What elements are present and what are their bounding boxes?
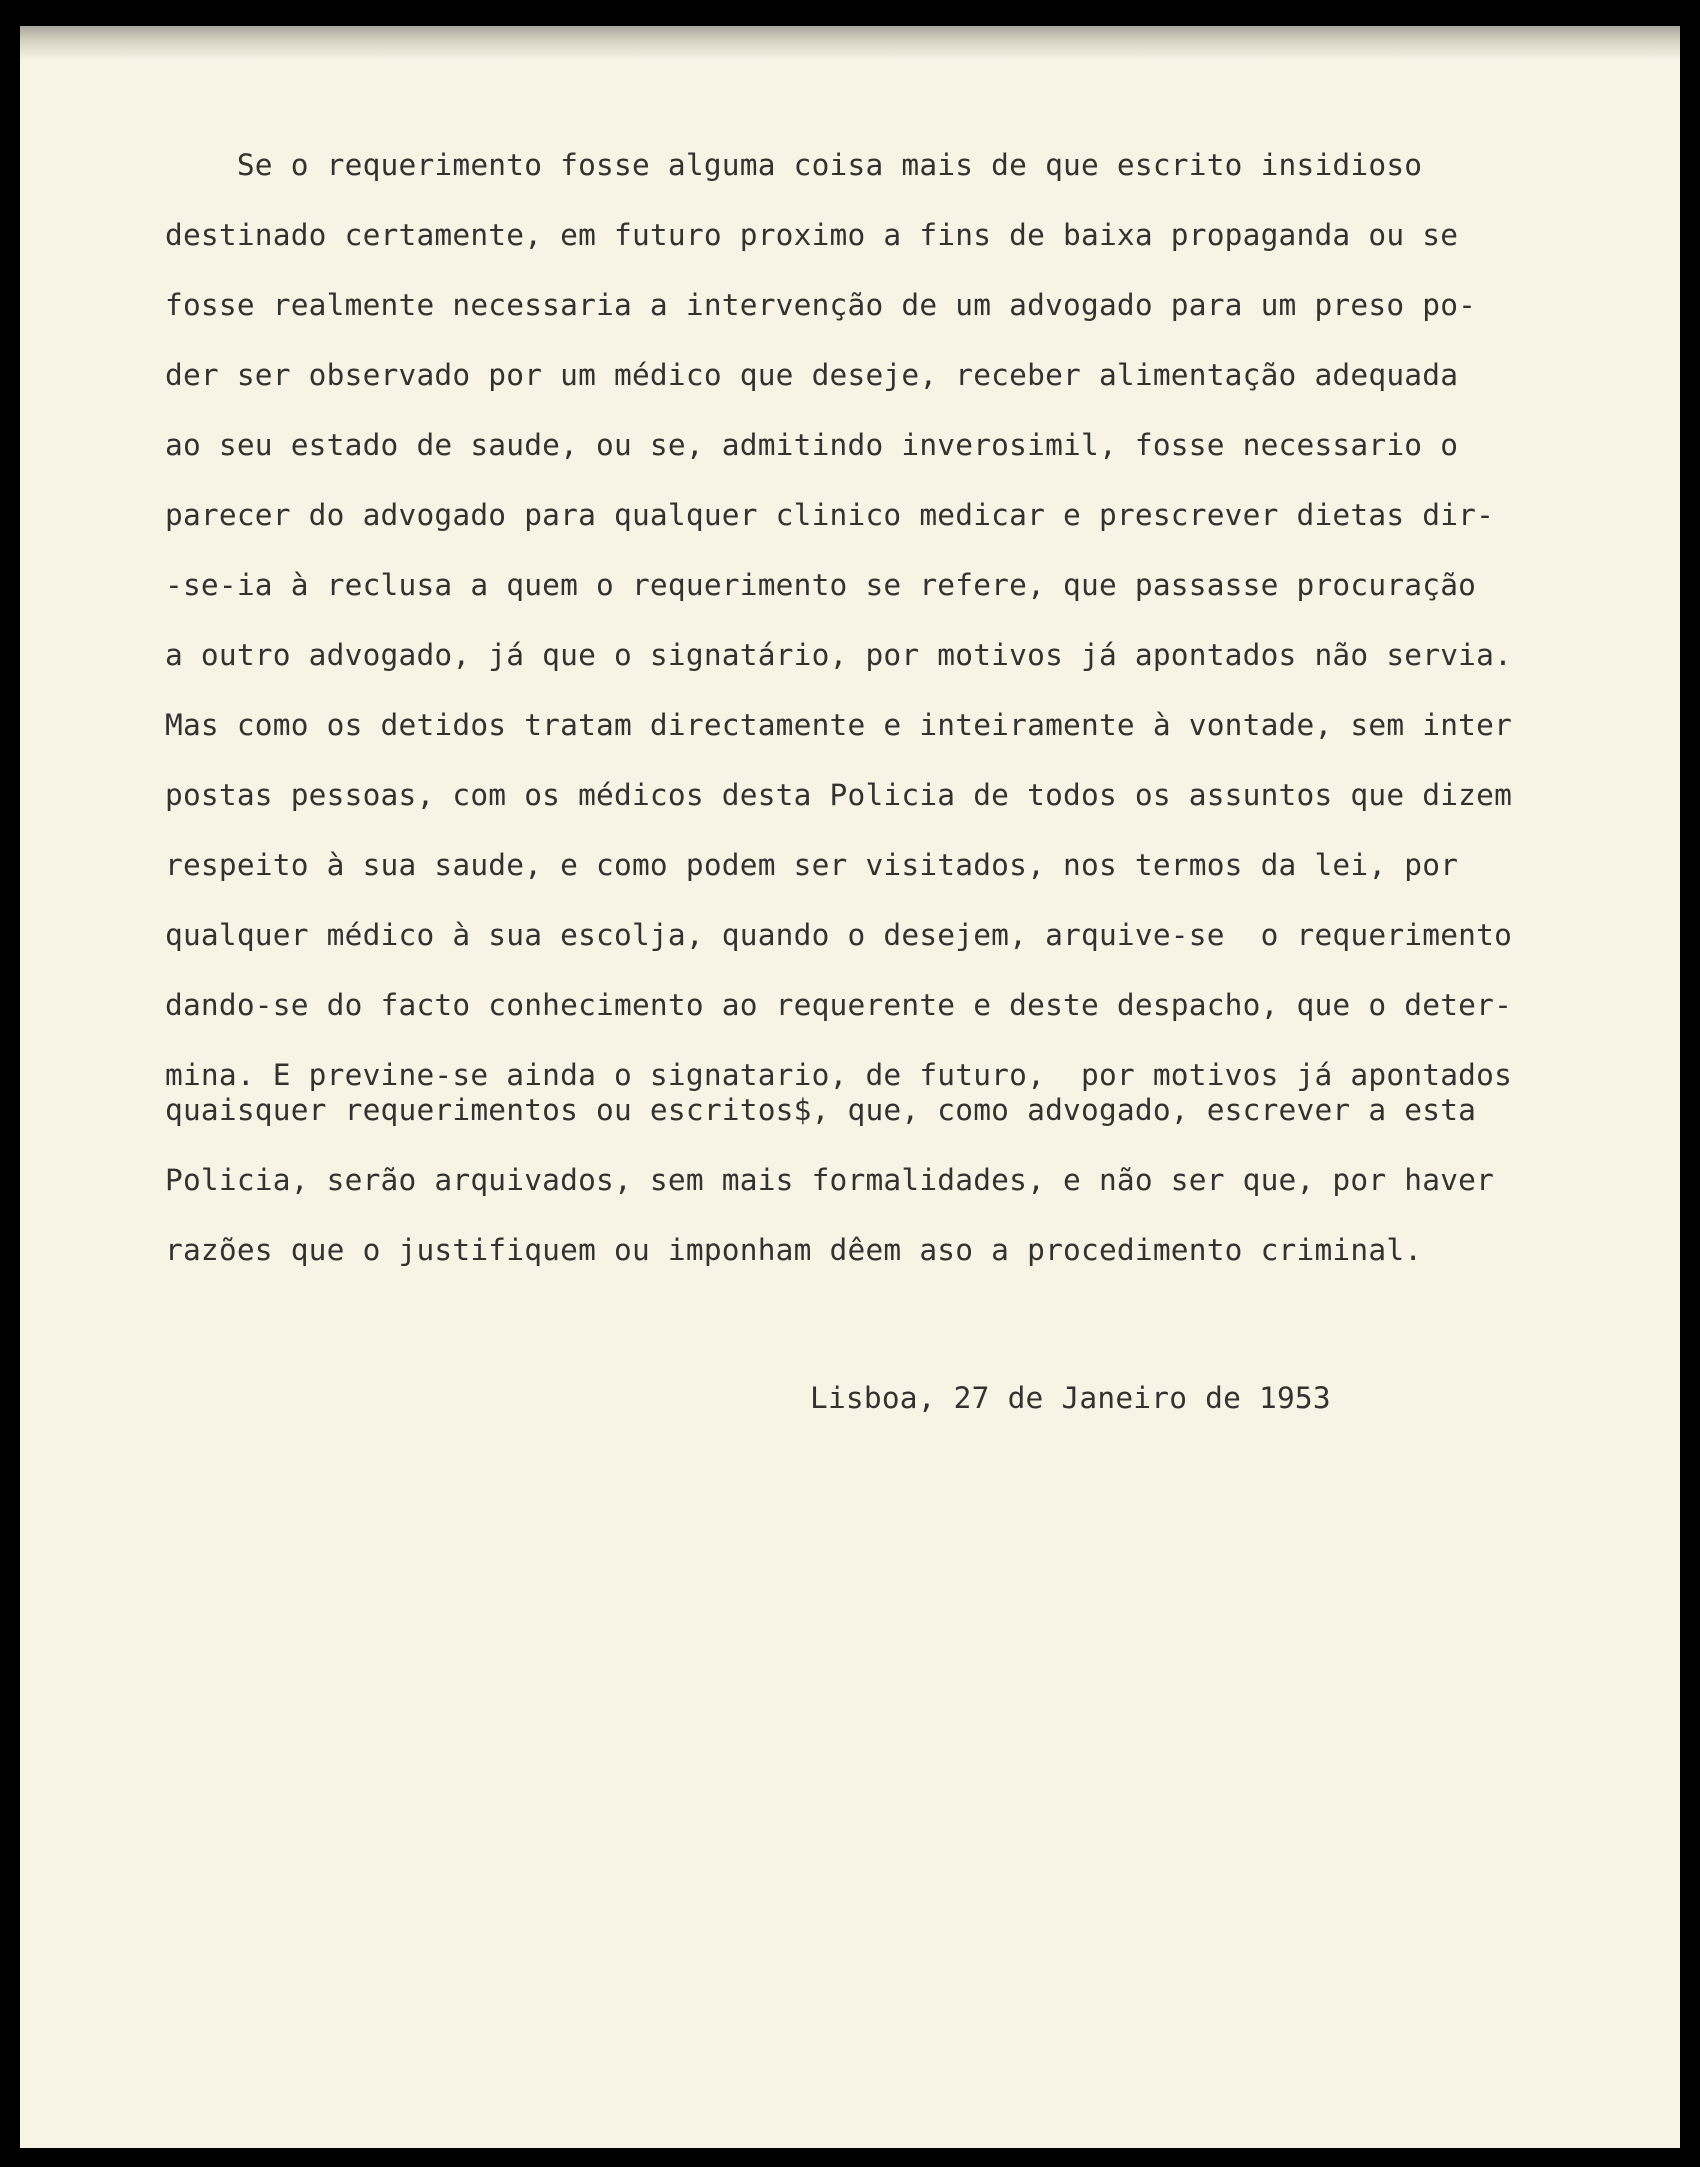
dispatch-paragraph	[165, 140, 1680, 1295]
paragraph-line: qualquer médico à sua escolja, quando o desejem, arquive-se o requerimento	[165, 918, 1513, 952]
paragraph-line: Mas como os detidos tratam directamente e inteiramente à vontade, sem inter	[165, 708, 1513, 742]
paragraph-line: respeito à sua saude, e como podem ser visitados, nos termos da lei, por	[165, 848, 1459, 882]
paragraph-line: dando-se do facto conhecimento ao requerente e deste despacho, que o deter-	[165, 988, 1513, 1022]
paragraph-line: der ser observado por um médico que deseje, receber alimentação adequada	[165, 358, 1459, 392]
paragraph-line: quaisquer requerimentos ou escritos$, que, como advogado, escrever a esta	[165, 1093, 1477, 1127]
typewritten-page	[20, 26, 1680, 2148]
paragraph-line: -se-ia à reclusa a quem o requerimento se refere, que passasse procuração	[165, 568, 1477, 602]
paragraph-line: Policia, serão arquivados, sem mais formalidades, e não ser que, por haver	[165, 1163, 1495, 1197]
paragraph-line: mina. E previne-se ainda o signatario, de futuro, por motivos já apontados	[165, 1058, 1513, 1092]
paragraph-line: postas pessoas, com os médicos desta Policia de todos os assuntos que dizem	[165, 778, 1513, 812]
paragraph-line: razões que o justifiquem ou imponham dêem aso a procedimento criminal.	[165, 1233, 1423, 1267]
paragraph-line: destinado certamente, em futuro proximo a fins de baixa propaganda ou se	[165, 218, 1459, 252]
paragraph-line: a outro advogado, já que o signatário, por motivos já apontados não servia.	[165, 638, 1513, 672]
place-and-date: Lisboa, 27 de Janeiro de 1953	[810, 1381, 1331, 1415]
paragraph-line: fosse realmente necessaria a intervenção de um advogado para um preso po-	[165, 288, 1477, 322]
paragraph-line: ao seu estado de saude, ou se, admitindo inverosimil, fosse necessario o	[165, 428, 1459, 462]
paragraph-line: parecer do advogado para qualquer clinico medicar e prescrever dietas dir-	[165, 498, 1495, 532]
scan-edge-shadow	[20, 26, 1680, 60]
paragraph-line: Se o requerimento fosse alguma coisa mais de que escrito insidioso	[165, 148, 1423, 182]
